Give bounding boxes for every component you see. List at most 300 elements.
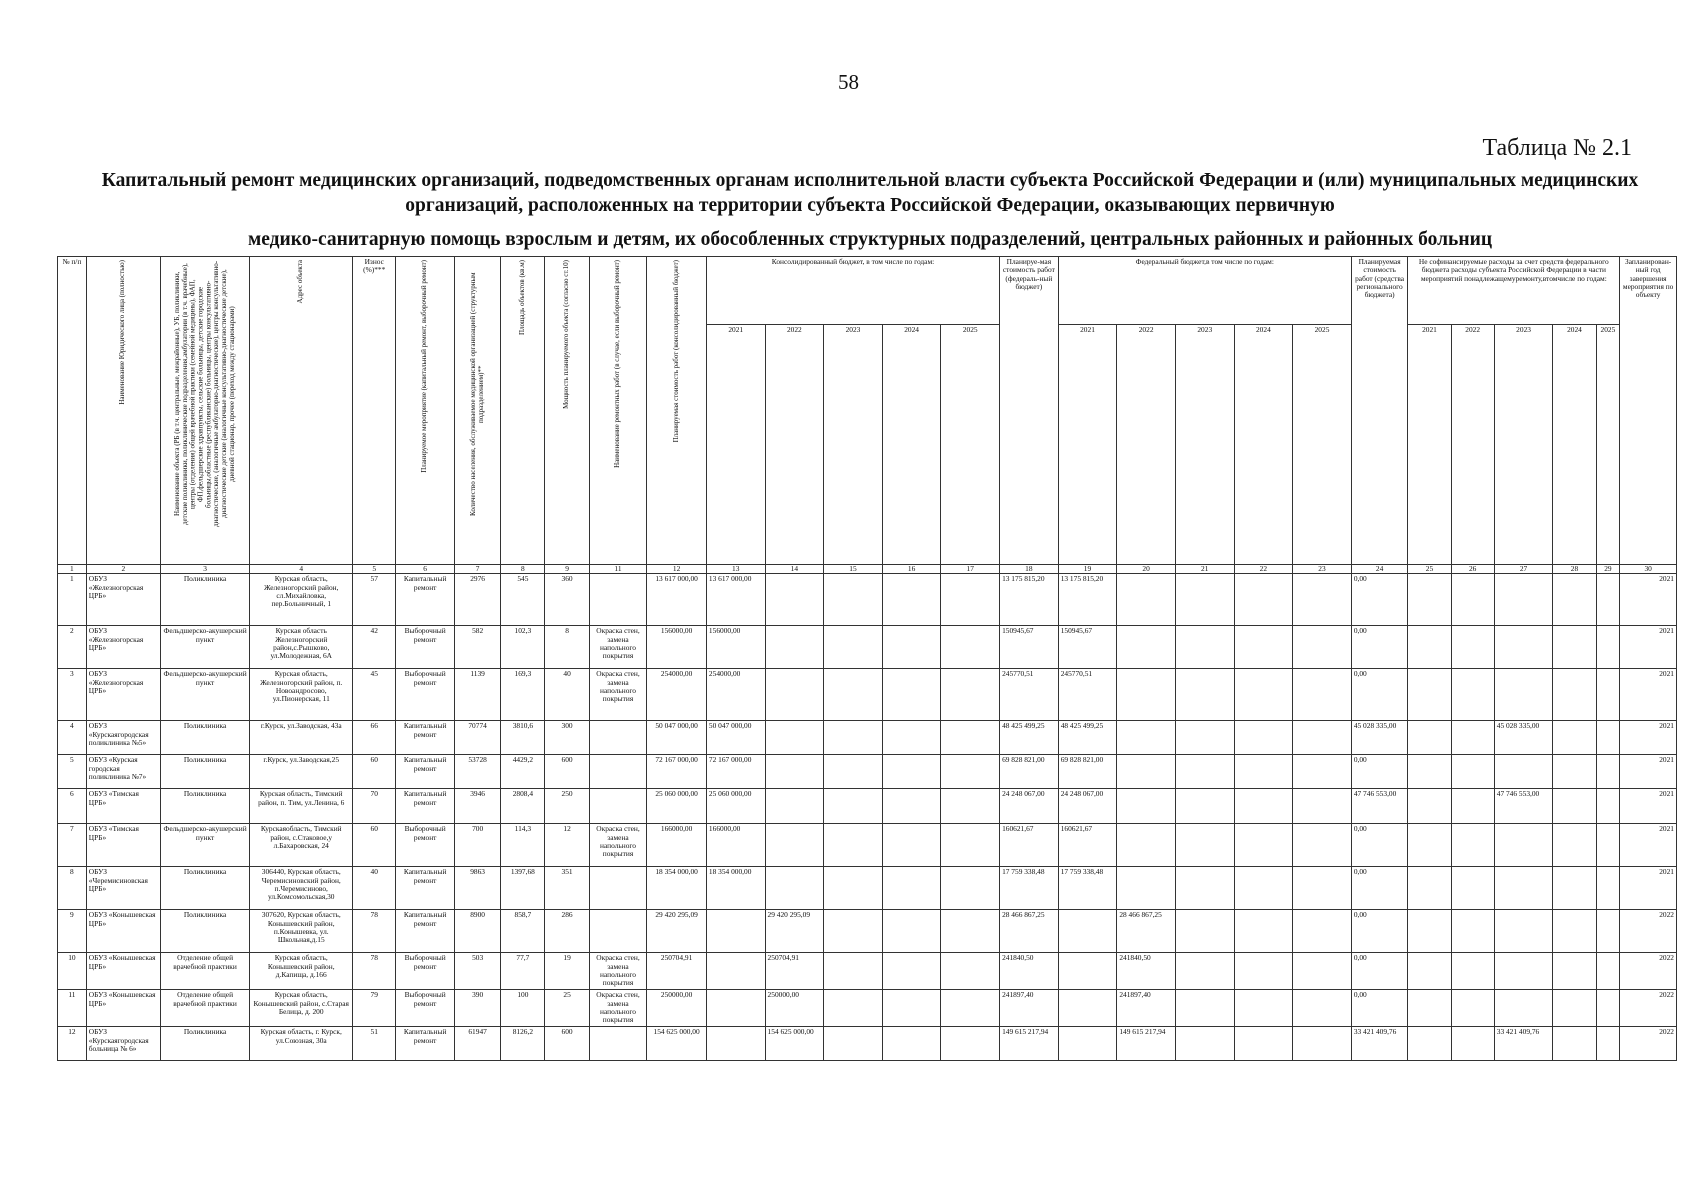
amount-n23 [1494,910,1553,953]
amount-c22 [765,867,824,910]
org-name: ОБУЗ «Железногорская ЦРБ» [86,626,160,669]
org-name: ОБУЗ «Тимская ЦРБ» [86,824,160,867]
works-description: Окраска стен, замена напольного покрытия [589,626,647,669]
amount-f23 [1175,721,1234,755]
amount-c23 [824,1027,883,1061]
amount-c22 [765,626,824,669]
planned-cost: 154 625 000,00 [647,1027,707,1061]
amount-c25 [941,867,1000,910]
object-type: Поликлиника [160,910,249,953]
end-year: 2021 [1620,867,1677,910]
amount-f22: 241897,40 [1117,990,1176,1027]
amount-f25 [1293,789,1352,824]
area: 2808,4 [501,789,545,824]
column-number: 2 [86,565,160,574]
planned-measure: Выборочный ремонт [396,953,455,990]
amount-c21: 25 060 000,00 [706,789,765,824]
amount-n21 [1408,990,1451,1027]
header-capacity: Мощность планируемого объекта (согласно ст.10) [545,257,589,565]
planned-cost: 50 047 000,00 [647,721,707,755]
population: 8900 [454,910,500,953]
header-works: Наименование ремонтных работ (в случае, если выборочный ремонт) [589,257,647,565]
works-description [589,867,647,910]
federal-cost: 28 466 867,25 [1000,910,1059,953]
document-title [60,168,1680,252]
amount-n24 [1553,867,1596,910]
amount-f25 [1293,669,1352,721]
object-address: 307620, Курская область, Конышевский район, п.Конышевка, ул. Школьная,д.15 [250,910,353,953]
column-number: 19 [1058,565,1117,574]
column-number: 28 [1553,565,1596,574]
header-org-name: Наименование Юридического лица (полностью) [86,257,160,565]
org-name: ОБУЗ «Конышевская ЦРБ» [86,910,160,953]
amount-n25 [1596,1027,1620,1061]
table-row [58,789,1677,824]
amount-n24 [1553,953,1596,990]
year-2024: 2024 [1234,325,1293,565]
amount-f24 [1234,721,1293,755]
amount-n24 [1553,626,1596,669]
amount-c21: 254000,00 [706,669,765,721]
column-number: 27 [1494,565,1553,574]
row-number: 6 [58,789,87,824]
row-number: 8 [58,867,87,910]
column-number: 1 [58,565,87,574]
object-type: Фельдшерско-акушерский пункт [160,626,249,669]
amount-n25 [1596,669,1620,721]
amount-f25 [1293,574,1352,626]
header-end-year: Запланирован-ный год завершения мероприятия по объекту [1620,257,1677,565]
planned-measure: Капитальный ремонт [396,755,455,789]
planned-measure: Капитальный ремонт [396,574,455,626]
amount-c23 [824,953,883,990]
amount-c24 [882,626,941,669]
planned-measure: Капитальный ремонт [396,1027,455,1061]
capacity: 40 [545,669,589,721]
area: 858,7 [501,910,545,953]
year-2023: 2023 [1175,325,1234,565]
amount-n24 [1553,910,1596,953]
amount-f22 [1117,789,1176,824]
amount-n23 [1494,626,1553,669]
amount-n22 [1451,990,1494,1027]
amount-n22 [1451,867,1494,910]
area: 114,3 [501,824,545,867]
amount-f22 [1117,721,1176,755]
amount-c21: 72 167 000,00 [706,755,765,789]
amount-f22 [1117,626,1176,669]
amount-n22 [1451,910,1494,953]
amount-f21: 245770,51 [1058,669,1117,721]
amount-f21: 24 248 067,00 [1058,789,1117,824]
planned-cost: 254000,00 [647,669,707,721]
amount-f23 [1175,574,1234,626]
end-year: 2022 [1620,990,1677,1027]
amount-n25 [1596,910,1620,953]
amount-c23 [824,755,883,789]
amount-f24 [1234,755,1293,789]
column-number: 7 [454,565,500,574]
population: 70774 [454,721,500,755]
federal-cost: 69 828 821,00 [1000,755,1059,789]
planned-measure: Капитальный ремонт [396,867,455,910]
table-row [58,1027,1677,1061]
amount-c23 [824,789,883,824]
wear-percent: 78 [353,953,396,990]
year-2022: 2022 [1117,325,1176,565]
table-row [58,755,1677,789]
end-year: 2021 [1620,721,1677,755]
amount-f23 [1175,867,1234,910]
title-line-3: медико-санитарную помощь взрослым и детям, их обособленных структурных подразделений, центральных районных и районных больниц [247,229,1493,250]
amount-c21 [706,910,765,953]
planned-cost: 18 354 000,00 [647,867,707,910]
amount-c22: 154 625 000,00 [765,1027,824,1061]
year-2023: 2023 [824,325,883,565]
amount-c24 [882,990,941,1027]
population: 9863 [454,867,500,910]
amount-c22 [765,574,824,626]
amount-f24 [1234,626,1293,669]
planned-measure: Выборочный ремонт [396,626,455,669]
amount-c23 [824,669,883,721]
year-2021: 2021 [706,325,765,565]
object-address: Курская область, Железногорский район, сл.Михайловка, пер.Больничный, 1 [250,574,353,626]
regional-cost: 47 746 553,00 [1351,789,1408,824]
amount-n22 [1451,721,1494,755]
federal-cost: 17 759 338,48 [1000,867,1059,910]
title-line-2: организаций, расположенных на территории субъекта Российской Федерации, оказывающих первичную [405,195,1335,216]
amount-c25 [941,626,1000,669]
amount-f23 [1175,755,1234,789]
object-address: Курская область, г. Курск, ул.Союзная, 30а [250,1027,353,1061]
amount-n23: 33 421 409,76 [1494,1027,1553,1061]
planned-measure: Выборочный ремонт [396,824,455,867]
amount-c21 [706,990,765,1027]
column-number: 9 [545,565,589,574]
amount-f23 [1175,669,1234,721]
area: 3810,6 [501,721,545,755]
amount-f25 [1293,867,1352,910]
header-population: Количество населения, обслуживаемое медицинской организацией (структурным подразделением)** [454,257,500,565]
amount-f25 [1293,990,1352,1027]
column-number: 8 [501,565,545,574]
header-cost: Планируемая стоимость работ (консолидированный бюджет) [647,257,707,565]
works-description: Окраска стен, замена напольного покрытия [589,990,647,1027]
amount-c25 [941,910,1000,953]
amount-n22 [1451,1027,1494,1061]
regional-cost: 33 421 409,76 [1351,1027,1408,1061]
column-number: 13 [706,565,765,574]
amount-c23 [824,824,883,867]
amount-c25 [941,990,1000,1027]
wear-percent: 78 [353,910,396,953]
amount-f23 [1175,910,1234,953]
object-address: Курскаяобласть, Тимский район, с.Стаковое,у л.Бахаровская, 24 [250,824,353,867]
object-type: Поликлиника [160,755,249,789]
amount-f25 [1293,721,1352,755]
amount-c21: 156000,00 [706,626,765,669]
amount-f22: 149 615 217,94 [1117,1027,1176,1061]
federal-cost: 149 615 217,94 [1000,1027,1059,1061]
end-year: 2022 [1620,953,1677,990]
end-year: 2021 [1620,824,1677,867]
object-type: Поликлиника [160,789,249,824]
wear-percent: 66 [353,721,396,755]
wear-percent: 40 [353,867,396,910]
amount-c25 [941,755,1000,789]
amount-n24 [1553,990,1596,1027]
amount-n21 [1408,953,1451,990]
works-description: Окраска стен, замена напольного покрытия [589,669,647,721]
row-number: 10 [58,953,87,990]
amount-f24 [1234,990,1293,1027]
object-address: Курская область, Железногорский район, п. Новоандросово, ул.Пионерская, 11 [250,669,353,721]
wear-percent: 70 [353,789,396,824]
wear-percent: 45 [353,669,396,721]
amount-f22 [1117,669,1176,721]
table-label: Таблица № 2.1 [1482,135,1632,161]
federal-cost: 24 248 067,00 [1000,789,1059,824]
table-row [58,867,1677,910]
end-year: 2021 [1620,574,1677,626]
amount-n24 [1553,574,1596,626]
capacity: 250 [545,789,589,824]
amount-f25 [1293,910,1352,953]
amount-n21 [1408,789,1451,824]
page-number: 58 [838,70,859,94]
amount-n21 [1408,867,1451,910]
end-year: 2021 [1620,755,1677,789]
column-number: 23 [1293,565,1352,574]
year-2025: 2025 [1293,325,1352,565]
org-name: ОБУЗ «Тимская ЦРБ» [86,789,160,824]
federal-cost: 241897,40 [1000,990,1059,1027]
amount-c25 [941,1027,1000,1061]
column-number: 20 [1117,565,1176,574]
amount-c22: 250000,00 [765,990,824,1027]
regional-cost: 45 028 335,00 [1351,721,1408,755]
area: 102,3 [501,626,545,669]
population: 390 [454,990,500,1027]
federal-cost: 150945,67 [1000,626,1059,669]
column-number: 17 [941,565,1000,574]
amount-n22 [1451,574,1494,626]
capital-repair-table [57,256,1677,1061]
column-number: 22 [1234,565,1293,574]
amount-f23 [1175,953,1234,990]
area: 4429,2 [501,755,545,789]
amount-c24 [882,669,941,721]
amount-f21: 17 759 338,48 [1058,867,1117,910]
wear-percent: 60 [353,824,396,867]
header-consolidated: Консолидированный бюджет, в том числе по годам: [706,257,999,325]
amount-c22 [765,721,824,755]
capacity: 351 [545,867,589,910]
column-number: 16 [882,565,941,574]
amount-c25 [941,574,1000,626]
column-number-row [58,565,1677,574]
planned-cost: 156000,00 [647,626,707,669]
amount-f25 [1293,953,1352,990]
regional-cost: 0,00 [1351,574,1408,626]
wear-percent: 51 [353,1027,396,1061]
federal-cost: 241840,50 [1000,953,1059,990]
amount-f21: 69 828 821,00 [1058,755,1117,789]
amount-n25 [1596,574,1620,626]
column-number: 21 [1175,565,1234,574]
object-type: Поликлиника [160,1027,249,1061]
amount-c25 [941,669,1000,721]
works-description: Окраска стен, замена напольного покрытия [589,953,647,990]
object-type: Поликлиника [160,574,249,626]
amount-c25 [941,824,1000,867]
regional-cost: 0,00 [1351,755,1408,789]
header-nonfunded: Не софинансируемые расходы за счет средств федерального бюджета расходы субъекта Российской Федерации в части мероприятий понадлежащемуремонту,втомчисле по годам: [1408,257,1620,325]
column-number: 24 [1351,565,1408,574]
amount-c24 [882,867,941,910]
amount-f24 [1234,910,1293,953]
org-name: ОБУЗ «Курскаягородская поликлиника №5» [86,721,160,755]
amount-c25 [941,953,1000,990]
planned-measure: Капитальный ремонт [396,789,455,824]
amount-c22 [765,755,824,789]
amount-c23 [824,721,883,755]
works-description: Окраска стен, замена напольного покрытия [589,824,647,867]
header-object-type: Наименование объекта (РБ (в т.ч. центральные, межрайонные), УБ, поликлиники, детские поликлиники, поликлинические подразделения,амбулатории (в т.ч. врачебные), центры (отделения) общей врачебной практики (семейной медицины), ФАП, ФП,фельдшерские здравпункты, сельские больницы, детские городские больницы,областные (республиканские) больницы, центры консультативно-диагностические, (аналогичные амбулаторно-диагностические), центры консультативно-диагностические детские (аналогичные консультативно-диагностические детские), дневной стационар, прочее (переход между стационарами) [160,257,249,565]
amount-f24 [1234,1027,1293,1061]
amount-f25 [1293,755,1352,789]
regional-cost: 0,00 [1351,669,1408,721]
amount-f21 [1058,990,1117,1027]
planned-cost: 250704,91 [647,953,707,990]
end-year: 2022 [1620,1027,1677,1061]
year-2021: 2021 [1408,325,1451,565]
planned-measure: Выборочный ремонт [396,990,455,1027]
federal-cost: 245770,51 [1000,669,1059,721]
amount-n21 [1408,626,1451,669]
amount-c21 [706,1027,765,1061]
amount-c21: 166000,00 [706,824,765,867]
header-row-top [58,257,1677,325]
amount-n21 [1408,824,1451,867]
org-name: ОБУЗ «Железногорская ЦРБ» [86,669,160,721]
capacity: 25 [545,990,589,1027]
amount-n23 [1494,953,1553,990]
amount-n21 [1408,1027,1451,1061]
column-number: 30 [1620,565,1677,574]
end-year: 2021 [1620,626,1677,669]
federal-cost: 13 175 815,20 [1000,574,1059,626]
regional-cost: 0,00 [1351,867,1408,910]
amount-f21: 48 425 499,25 [1058,721,1117,755]
header-num: № п/п [58,257,87,565]
amount-n22 [1451,755,1494,789]
row-number: 7 [58,824,87,867]
area: 8126,2 [501,1027,545,1061]
object-address: г.Курск, ул.Заводская, 43а [250,721,353,755]
object-type: Отделение общей врачебной практики [160,953,249,990]
amount-c22 [765,669,824,721]
amount-f22: 241840,50 [1117,953,1176,990]
amount-c23 [824,990,883,1027]
amount-f22 [1117,574,1176,626]
org-name: ОБУЗ «Конышевская ЦРБ» [86,990,160,1027]
amount-f21: 13 175 815,20 [1058,574,1117,626]
org-name: ОБУЗ «Конышевская ЦРБ» [86,953,160,990]
amount-c25 [941,721,1000,755]
area: 545 [501,574,545,626]
table-row [58,669,1677,721]
capacity: 600 [545,755,589,789]
amount-c22 [765,789,824,824]
column-number: 25 [1408,565,1451,574]
amount-n24 [1553,755,1596,789]
amount-c22 [765,824,824,867]
table-row [58,953,1677,990]
org-name: ОБУЗ «Курская городская поликлиника №7» [86,755,160,789]
amount-n25 [1596,867,1620,910]
header-federal: Федеральный бюджет,в том числе по годам: [1058,257,1351,325]
column-number: 12 [647,565,707,574]
amount-n23 [1494,990,1553,1027]
table-row [58,990,1677,1027]
amount-c21: 13 617 000,00 [706,574,765,626]
amount-n24 [1553,824,1596,867]
amount-f21 [1058,1027,1117,1061]
amount-c23 [824,867,883,910]
capacity: 8 [545,626,589,669]
amount-n21 [1408,755,1451,789]
regional-cost: 0,00 [1351,626,1408,669]
amount-n24 [1553,669,1596,721]
object-address: Курская область, Конышевский район, с.Старая Белица, д. 200 [250,990,353,1027]
amount-n25 [1596,721,1620,755]
object-address: Курская область, Тимский район, п. Тим, ул.Ленина, 6 [250,789,353,824]
amount-c21: 50 047 000,00 [706,721,765,755]
amount-n21 [1408,910,1451,953]
amount-n22 [1451,669,1494,721]
amount-f23 [1175,789,1234,824]
amount-n22 [1451,626,1494,669]
amount-n21 [1408,721,1451,755]
works-description [589,1027,647,1061]
planned-measure: Капитальный ремонт [396,910,455,953]
amount-f22: 28 466 867,25 [1117,910,1176,953]
column-number: 26 [1451,565,1494,574]
amount-f24 [1234,669,1293,721]
regional-cost: 0,00 [1351,990,1408,1027]
row-number: 1 [58,574,87,626]
wear-percent: 79 [353,990,396,1027]
federal-cost: 160621,67 [1000,824,1059,867]
column-number: 6 [396,565,455,574]
planned-measure: Выборочный ремонт [396,669,455,721]
year-2024: 2024 [1553,325,1596,565]
row-number: 3 [58,669,87,721]
amount-n25 [1596,953,1620,990]
amount-c22: 250704,91 [765,953,824,990]
amount-c24 [882,789,941,824]
regional-cost: 0,00 [1351,910,1408,953]
amount-f21 [1058,953,1117,990]
population: 3946 [454,789,500,824]
works-description [589,789,647,824]
capacity: 360 [545,574,589,626]
year-2022: 2022 [1451,325,1494,565]
federal-cost: 48 425 499,25 [1000,721,1059,755]
amount-f21: 160621,67 [1058,824,1117,867]
